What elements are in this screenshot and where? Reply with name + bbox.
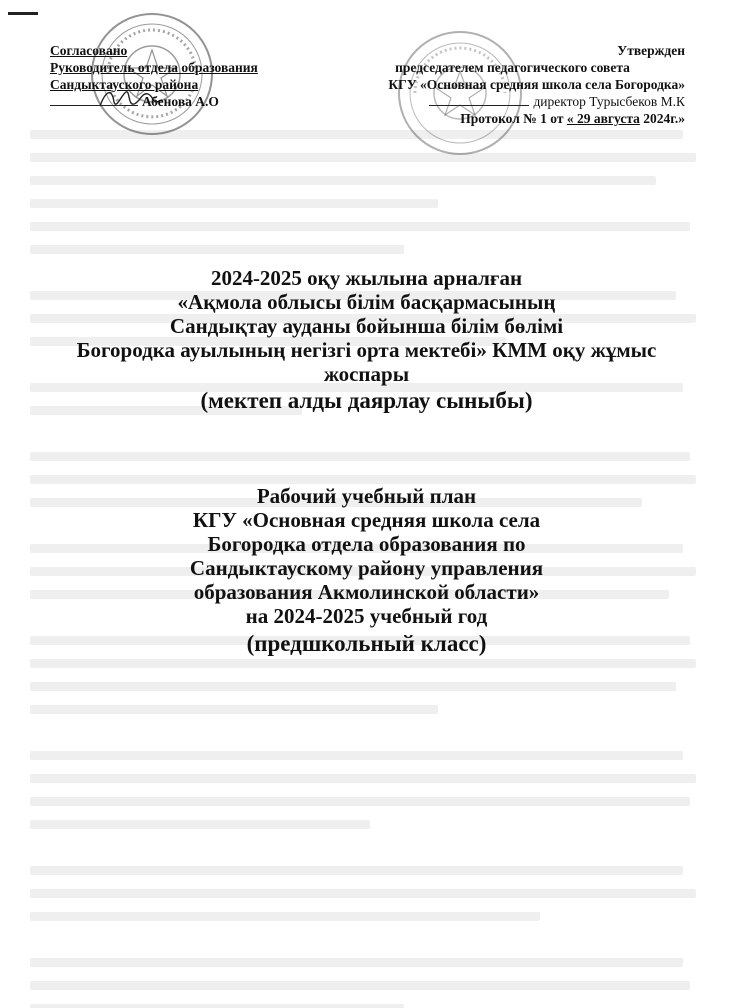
title-ru-line: Богородка отдела образования по xyxy=(207,532,526,556)
school-name: КГУ «Основная средняя школа села Богородка» xyxy=(388,77,685,92)
title-russian xyxy=(40,484,693,656)
title-kz-subtitle: (мектеп алды даярлау сыныбы) xyxy=(200,388,533,413)
approval-block-right xyxy=(340,42,685,127)
council-title: председателем педагогического совета xyxy=(395,60,630,75)
title-ru-line: Рабочий учебный план xyxy=(256,484,477,508)
protocol-prefix: Протокол № 1 от xyxy=(460,111,564,126)
title-ru-subtitle: (предшкольный класс) xyxy=(246,631,487,656)
head-signatory xyxy=(50,93,258,110)
title-kz-line: Богородка ауылының негізгі орта мектебі» КММ оқу жұмыс xyxy=(76,338,657,362)
protocol-line xyxy=(340,110,685,127)
protocol-year: 2024г.» xyxy=(643,111,685,126)
corner-mark xyxy=(8,12,38,15)
title-kz-line: жоспары xyxy=(323,362,410,386)
protocol-date: « 29 августа xyxy=(566,111,640,126)
title-ru-line: образования Акмолинской области» xyxy=(193,580,540,604)
director-name: директор Турысбеков М.К xyxy=(533,94,685,109)
approved-label: Утвержден xyxy=(617,43,685,58)
approval-block-left xyxy=(50,42,258,110)
director-signatory xyxy=(340,93,685,110)
title-ru-line: Сандыктаускому району управления xyxy=(189,556,544,580)
title-ru-line: на 2024-2025 учебный год xyxy=(245,604,488,628)
title-kz-line: 2024-2025 оқу жылына арналған xyxy=(210,266,523,290)
title-kz-line: «Ақмола облысы білім басқармасының xyxy=(177,290,556,314)
district-name: Сандыктауского района xyxy=(50,77,199,92)
title-kazakh xyxy=(40,266,693,413)
signature-line xyxy=(429,105,529,106)
head-title: Руководитель отдела образования xyxy=(50,60,258,75)
signature-line xyxy=(50,105,138,106)
title-ru-line: КГУ «Основная средняя школа села xyxy=(192,508,541,532)
agreed-label: Согласовано xyxy=(50,43,128,58)
head-name: Абенова А.О xyxy=(142,94,219,109)
title-kz-line: Сандықтау ауданы бойынша білім бөлімі xyxy=(169,314,564,338)
